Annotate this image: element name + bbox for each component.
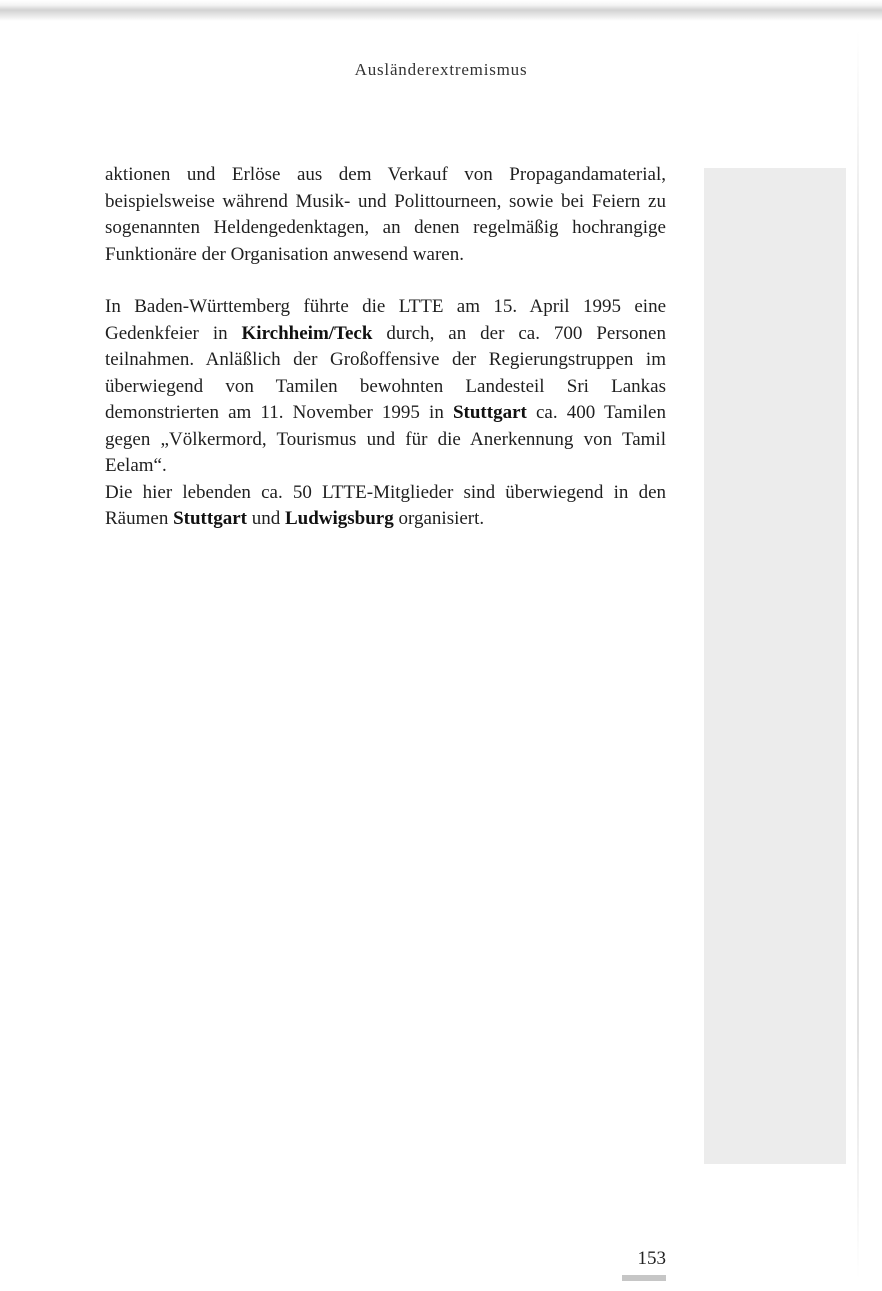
paragraph-3: [105, 480, 666, 533]
page-edge-shadow: [857, 30, 859, 1280]
page-number: 153: [637, 1248, 666, 1269]
paragraph-2-text-3: ca. 400 Tamilen gegen „Völkermord, Tourismus und für die Anerkennung von Tamil Eelam“.: [105, 402, 666, 476]
thumb-index-tab: [704, 168, 846, 1164]
page-number-mark: [622, 1275, 666, 1281]
place-stuttgart: Stuttgart: [452, 402, 527, 423]
paragraph-1: aktionen und Erlöse aus dem Verkauf von Propagandamaterial, beispielsweise während Musik- und Polittourneen, sowie bei Feiern zu sogenannten Heldengedenktagen, an denen regelmäßig hochrangige Funktionäre der Organisation anwesend waren.: [105, 164, 666, 265]
place-stuttgart-region: Stuttgart: [173, 508, 247, 529]
paragraph-3-text-2: und: [246, 508, 285, 529]
paragraph-2: [105, 294, 666, 480]
scan-top-edge: [0, 0, 882, 22]
paragraph-gap: [105, 268, 666, 294]
body-text: [105, 162, 666, 533]
paragraph-3-text-3: organisiert.: [393, 508, 485, 529]
paragraph-2-text-1: In Baden-Württemberg führte die LTTE am 15. April 1995 eine Gedenkfeier in: [105, 296, 666, 344]
paragraph-3-text-1: Die hier lebenden ca. 50 LTTE-Mitglieder sind überwiegend in den Räumen: [105, 481, 666, 529]
place-ludwigsburg: Ludwigsburg: [284, 508, 394, 529]
place-kirchheim-teck: Kirchheim/Teck: [241, 322, 373, 344]
running-head: Ausländerextremismus: [354, 60, 528, 79]
paragraph-2-text-2: durch, an der ca. 700 Personen teilnahmen. Anläßlich der Großoffensive der Regierungstruppen im überwiegend von Tamilen bewohnten Landesteil Sri Lankas demonstrierten am 11. November 1995 in: [105, 322, 666, 423]
